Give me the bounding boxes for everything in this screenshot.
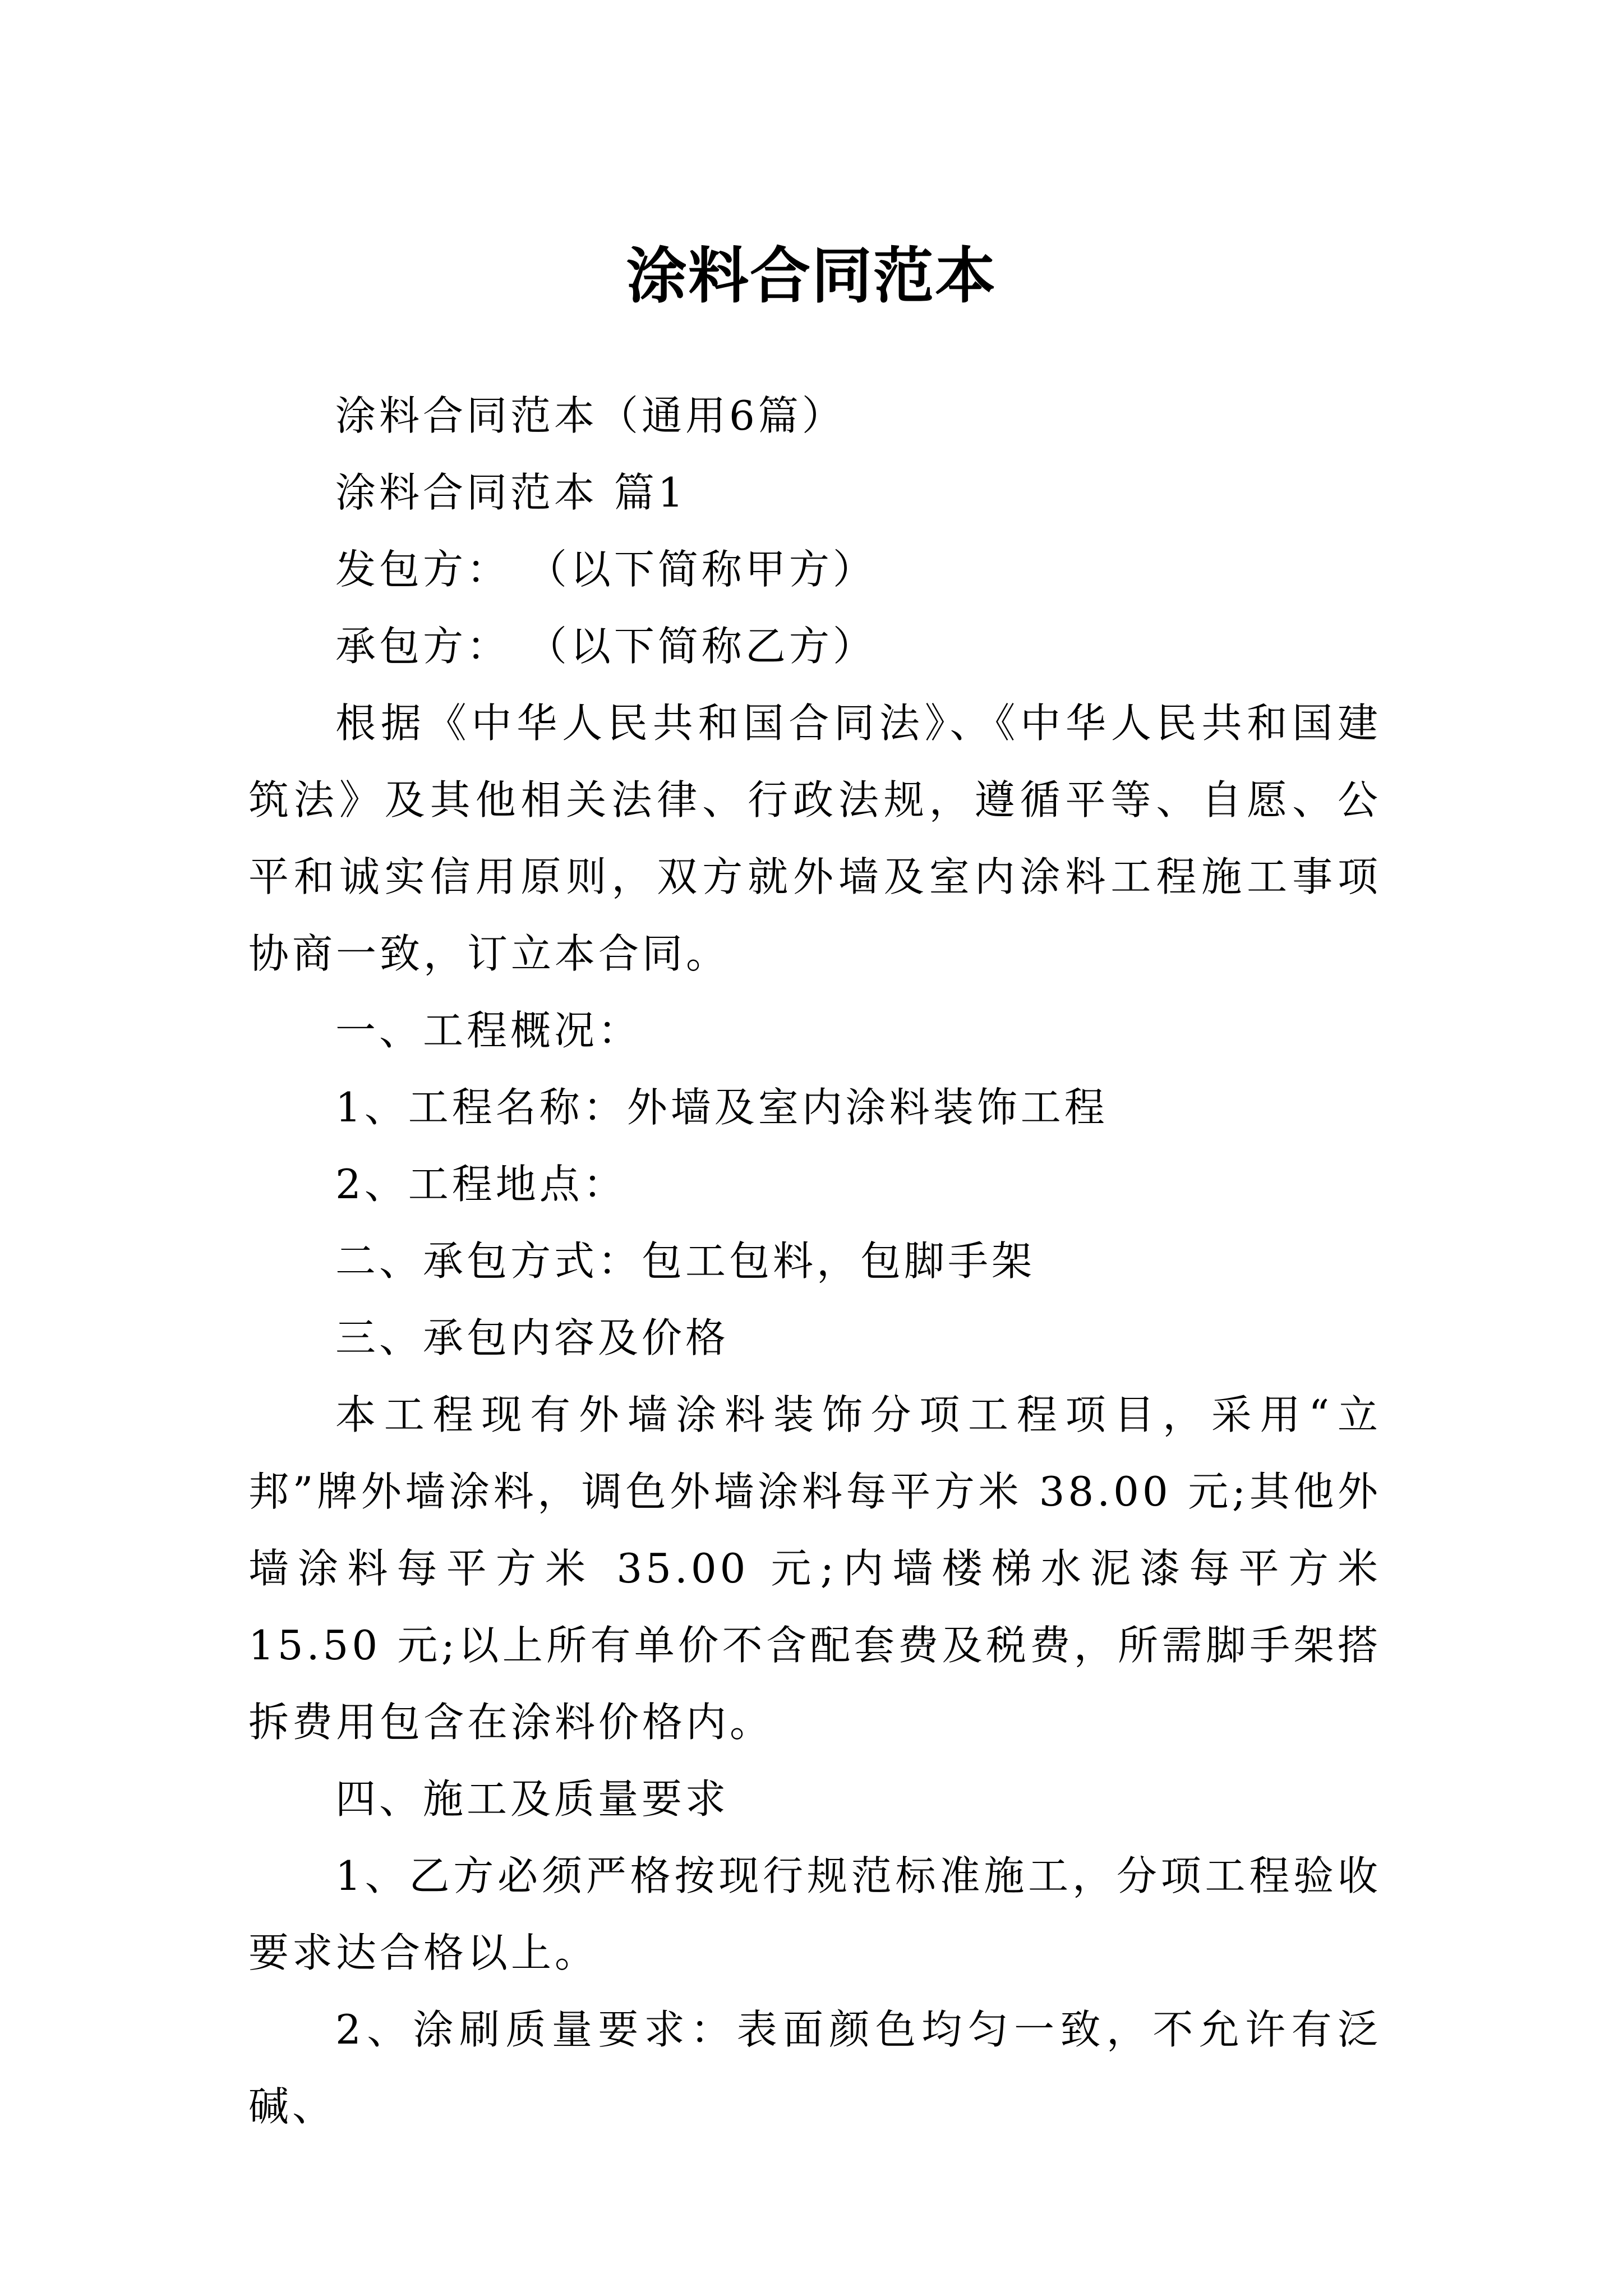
paragraph-project-overview: 一、工程概况：: [335, 1007, 642, 1054]
paragraph-section-title: 涂料合同范本 篇1: [335, 469, 687, 516]
paragraph-contract-mode: 二、承包方式：包工包料，包脚手架: [335, 1237, 1036, 1285]
paragraph-quality-item-2: 2、涂刷质量要求：表面颜色均匀一致，不允许有泛碱、: [248, 2006, 1381, 2130]
paragraph-quality-requirements: 四、施工及质量要求: [335, 1775, 730, 1823]
paragraph-preamble: 根据《中华人民共和国合同法》、《中华人民共和国建筑法》及其他相关法律、行政法规，遵循平等、自愿、公平和诚实信用原则，双方就外墙及室内涂料工程施工事项协商一致，订立本合同。: [248, 700, 1381, 977]
paragraph-quality-item-1: 1、乙方必须严格按现行规范标准施工，分项工程验收要求达合格以上。: [248, 1852, 1381, 1976]
paragraph-contractor: 承包方： （以下简称乙方）: [335, 623, 877, 670]
paragraph-project-location: 2、工程地点：: [335, 1161, 627, 1208]
document-body: [248, 378, 1381, 2145]
paragraph-heading: 涂料合同范本（通用6篇）: [335, 392, 846, 439]
paragraph-project-name: 1、工程名称：外墙及室内涂料装饰工程: [335, 1084, 1108, 1131]
paragraph-scope-and-price: 三、承包内容及价格: [335, 1314, 730, 1361]
paragraph-price-details: 本工程现有外墙涂料装饰分项工程项目，采用“立邦”牌外墙涂料，调色外墙涂料每平方米 38.00 元;其他外墙涂料每平方米 35.00 元;内墙楼梯水泥漆每平方米 15.50 元;以上所有单价不含配套费及税费，所需脚手架搭拆费用包含在涂料价格内。: [248, 1391, 1381, 1746]
paragraph-employer: 发包方： （以下简称甲方）: [335, 546, 877, 593]
document-title: 涂料合同范本: [626, 241, 997, 312]
